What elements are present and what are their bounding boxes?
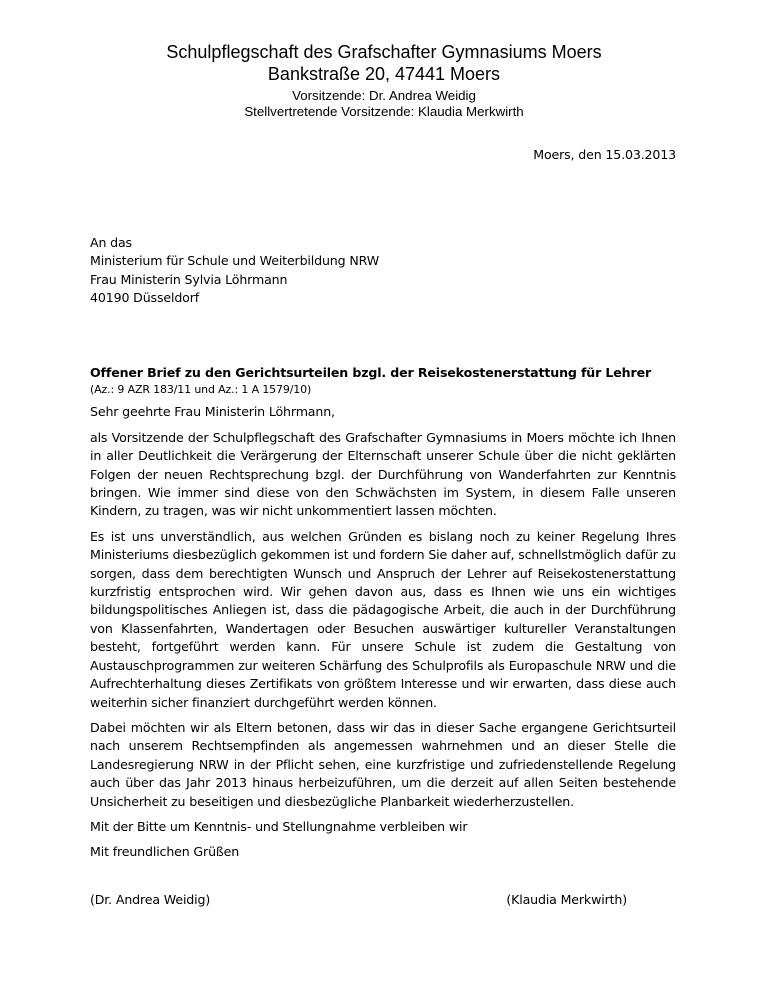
signature-left: (Dr. Andrea Weidig) <box>90 892 211 907</box>
subject-line: Offener Brief zu den Gerichtsurteilen bzgl. der Reisekostenerstattung für Lehrer <box>90 365 652 380</box>
letter-body <box>90 364 676 869</box>
recipient-address <box>90 234 379 308</box>
reference-line: (Az.: 9 AZR 183/11 und Az.: 1 A 1579/10) <box>90 383 312 397</box>
recipient-line-3: Frau Ministerin Sylvia Löhrmann <box>90 271 288 287</box>
paragraph: als Vorsitzende der Schulpflegschaft des Grafschafter Gymnasiums in Moers möchte ich Ihnen in aller Deutlichkeit die Verärgerung der Elternschaft unserer Schule über die nicht geklärten Folgen der neuen Rechtsprechung bzgl. der Durchführung von Wanderfahrten zur Kenntnis bringen. Wie immer sind diese von den Schwächsten im System, in diesem Falle unseren Kindern, zu tragen, was wir nicht unkommentiert lassen möchten. <box>90 429 676 519</box>
salutation: Sehr geehrte Frau Ministerin Löhrmann, <box>90 404 335 420</box>
recipient-line-4: 40190 Düsseldorf <box>90 290 200 306</box>
closing-request: Mit der Bitte um Kenntnis- und Stellungnahme verbleiben wir <box>90 818 468 834</box>
recipient-line-2: Ministerium für Schule und Weiterbildung NRW <box>90 253 379 269</box>
vice-chair-line: Stellvertretende Vorsitzende: Klaudia Merkwirth <box>244 104 524 119</box>
organization-address: Bankstraße 20, 47441 Moers <box>267 64 501 84</box>
paragraph: Es ist uns unverständlich, aus welchen Gründen es bislang noch zu keiner Regelung Ihres Ministeriums diesbezüglich gekommen ist und fordern Sie daher auf, schnellstmöglich dafür zu sorgen, dass dem berechtigten Wunsch und Anspruch der Lehrer auf Reisekostenerstattung kurzfristig entsprochen wird. Wir gehen davon aus, dass es Ihnen wie uns ein wichtiges bildungspolitisches Anliegen ist, dass die pädagogische Arbeit, die auch in der Durchführung von Klassenfahrten, Wandertagen oder Besuchen auswärtiger kultureller Veranstaltungen besteht, fortgeführt werden kann. Für unsere Schule ist zudem die Gestaltung von Austauschprogrammen zur weiteren Schärfung des Schulprofils als Europaschule NRW und die Aufrechterhaltung dieses Zertifikats von größtem Interesse und wir erwarten, dass diese auch weiterhin sicher finanziert durchgeführt werden können. <box>90 528 676 710</box>
recipient-line-1: An das <box>90 235 132 250</box>
paragraph: Dabei möchten wir als Eltern betonen, dass wir das in dieser Sache ergangene Gerichtsurteil nach unserem Rechtsempfinden als angemessen wahrnehmen und an dieser Stelle die Landesregierung NRW in der Pflicht sehen, eine kurzfristige und zufriedenstellende Regelung auch über das Jahr 2013 hinaus herbeizuführen, um die derzeit auf allen Seiten bestehende Unsicherheit zu beseitigen und diesbezügliche Planbarkeit wiederherzustellen. <box>90 719 676 809</box>
letterhead <box>0 41 768 120</box>
organization-name: Schulpflegschaft des Grafschafter Gymnasiums Moers <box>166 42 602 62</box>
date-line: Moers, den 15.03.2013 <box>533 147 676 162</box>
signature-right: (Klaudia Merkwirth) <box>506 892 627 907</box>
chair-line: Vorsitzende: Dr. Andrea Weidig <box>292 88 476 103</box>
closing-greeting: Mit freundlichen Grüßen <box>90 844 240 860</box>
